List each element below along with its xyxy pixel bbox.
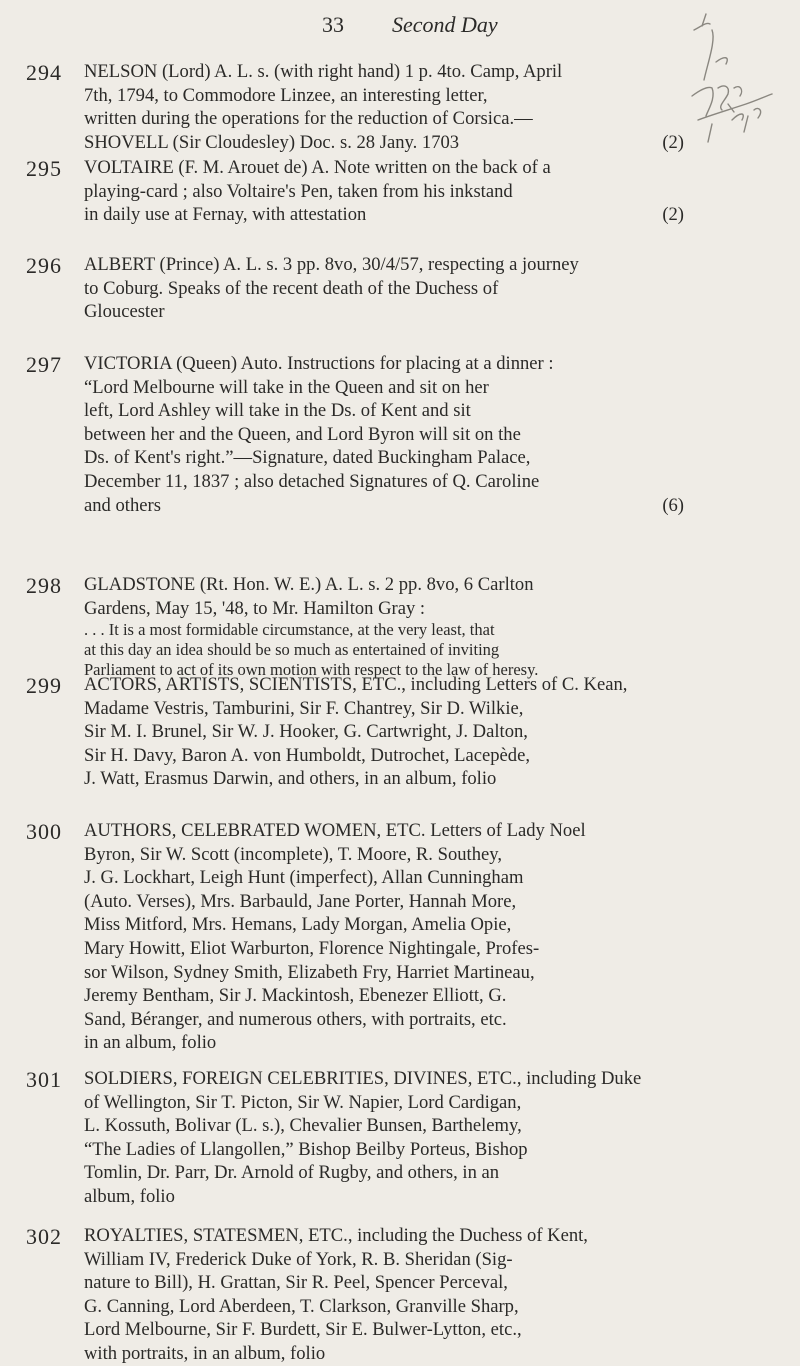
section-title: Second Day (392, 12, 498, 37)
lot-line: Madame Vestris, Tamburini, Sir F. Chantrey, Sir D. Wilkie, (84, 697, 524, 719)
lot-line: in daily use at Fernay, with attestation (2) (84, 204, 684, 226)
quoted-line: at this day an idea should be so much as entertained of inviting (84, 640, 500, 660)
lot-line: “Lord Melbourne will take in the Queen and sit on her (84, 376, 489, 398)
lot-line: J. Watt, Erasmus Darwin, and others, in an album, folio (84, 768, 497, 790)
lot-description (84, 1067, 684, 1209)
lot-line: with portraits, in an album, folio (84, 1342, 326, 1364)
lot-number: 295 (26, 156, 62, 181)
lot-description (84, 352, 684, 517)
lot-line: Mary Howitt, Eliot Warburton, Florence Nightingale, Profes- (84, 937, 540, 959)
lot-line: VICTORIA (Queen) Auto. Instructions for placing at a dinner : (84, 353, 554, 374)
lot-number: 298 (26, 573, 62, 598)
lot-quantity: (2) (662, 131, 684, 153)
lot-number: 296 (26, 253, 62, 278)
lot-description (84, 156, 684, 227)
lot-line: Jeremy Bentham, Sir J. Mackintosh, Ebenezer Elliott, G. (84, 985, 507, 1007)
lot-line: VOLTAIRE (F. M. Arouet de) A. Note written on the back of a (84, 157, 551, 178)
lot-line: Gardens, May 15, '48, to Mr. Hamilton Gray : (84, 597, 426, 619)
lot-number: 300 (26, 819, 62, 844)
lot-line: SHOVELL (Sir Cloudesley) Doc. s. 28 Jany. 1703 (2) (84, 131, 684, 153)
lot-line: album, folio (84, 1185, 175, 1207)
lot-line: playing-card ; also Voltaire's Pen, taken from his inkstand (84, 180, 513, 202)
lot-description (84, 253, 684, 324)
lot-number: 297 (26, 352, 62, 377)
lot-line: (Auto. Verses), Mrs. Barbauld, Jane Porter, Hannah More, (84, 890, 517, 912)
lot-line: to Coburg. Speaks of the recent death of the Duchess of (84, 277, 499, 299)
lot-line: Byron, Sir W. Scott (incomplete), T. Moore, R. Southey, (84, 843, 502, 865)
lot-line: AUTHORS, CELEBRATED WOMEN, ETC. Letters of Lady Noel (84, 820, 586, 841)
lot-description (84, 573, 684, 680)
lot-line: Ds. of Kent's right.”—Signature, dated Buckingham Palace, (84, 447, 531, 469)
lot-description (84, 819, 684, 1055)
lot-line: Miss Mitford, Mrs. Hemans, Lady Morgan, Amelia Opie, (84, 914, 512, 936)
lot-line: of Wellington, Sir T. Picton, Sir W. Napier, Lord Cardigan, (84, 1091, 522, 1113)
lot-line: SOLDIERS, FOREIGN CELEBRITIES, DIVINES, ETC., including Duke (84, 1068, 642, 1089)
lot-line: ROYALTIES, STATESMEN, ETC., including the Duchess of Kent, (84, 1225, 588, 1246)
lot-line: ALBERT (Prince) A. L. s. 3 pp. 8vo, 30/4/57, respecting a journey (84, 254, 579, 275)
quoted-line: Parliament to act of its own motion with respect to the law of heresy. (84, 660, 539, 680)
lot-quantity: (6) (662, 494, 684, 516)
lot-number: 301 (26, 1067, 62, 1092)
lot-line: December 11, 1837 ; also detached Signatures of Q. Caroline (84, 470, 540, 492)
page-number: 33 (322, 12, 344, 37)
lot-line: L. Kossuth, Bolivar (L. s.), Chevalier Bunsen, Barthelemy, (84, 1115, 522, 1137)
lot-line: Tomlin, Dr. Parr, Dr. Arnold of Rugby, and others, in an (84, 1162, 500, 1184)
lot-quantity: (2) (662, 204, 684, 226)
lot-line: sor Wilson, Sydney Smith, Elizabeth Fry, Harriet Martineau, (84, 961, 535, 983)
lot-line: Sir M. I. Brunel, Sir W. J. Hooker, G. Cartwright, J. Dalton, (84, 721, 528, 743)
quoted-line: . . . It is a most formidable circumstance, at the very least, that (84, 620, 495, 640)
lot-line: William IV, Frederick Duke of York, R. B. Sheridan (Sig- (84, 1248, 513, 1270)
lot-line: G. Canning, Lord Aberdeen, T. Clarkson, Granville Sharp, (84, 1295, 519, 1317)
page-header (0, 6, 800, 36)
lot-number: 294 (26, 60, 62, 85)
lot-line: in an album, folio (84, 1032, 217, 1054)
lot-description (84, 60, 684, 154)
lot-line: GLADSTONE (Rt. Hon. W. E.) A. L. s. 2 pp. 8vo, 6 Carlton (84, 574, 534, 595)
pencil-annotation-icon (688, 0, 800, 170)
lot-line: Gloucester (84, 301, 165, 323)
lot-description (84, 673, 684, 791)
lot-number: 299 (26, 673, 62, 698)
lot-number: 302 (26, 1224, 62, 1249)
lot-line: 7th, 1794, to Commodore Linzee, an interesting letter, (84, 84, 488, 106)
lot-line: left, Lord Ashley will take in the Ds. of Kent and sit (84, 400, 471, 422)
lot-line: Sand, Béranger, and numerous others, with portraits, etc. (84, 1008, 507, 1030)
lot-line: written during the operations for the reduction of Corsica.— (84, 108, 533, 130)
lot-description (84, 1224, 684, 1366)
lot-line: Sir H. Davy, Baron A. von Humboldt, Dutrochet, Lacepède, (84, 744, 530, 766)
lot-line: ACTORS, ARTISTS, SCIENTISTS, ETC., including Letters of C. Kean, (84, 674, 628, 695)
lot-line: Lord Melbourne, Sir F. Burdett, Sir E. Bulwer-Lytton, etc., (84, 1319, 522, 1341)
lot-line: NELSON (Lord) A. L. s. (with right hand) 1 p. 4to. Camp, April (84, 61, 563, 82)
lot-line: nature to Bill), H. Grattan, Sir R. Peel, Spencer Perceval, (84, 1272, 508, 1294)
lot-line: “The Ladies of Llangollen,” Bishop Beilby Porteus, Bishop (84, 1138, 528, 1160)
lot-line: and others (6) (84, 494, 684, 516)
lot-line: between her and the Queen, and Lord Byron will sit on the (84, 423, 521, 445)
lot-line: J. G. Lockhart, Leigh Hunt (imperfect), Allan Cunningham (84, 867, 524, 889)
